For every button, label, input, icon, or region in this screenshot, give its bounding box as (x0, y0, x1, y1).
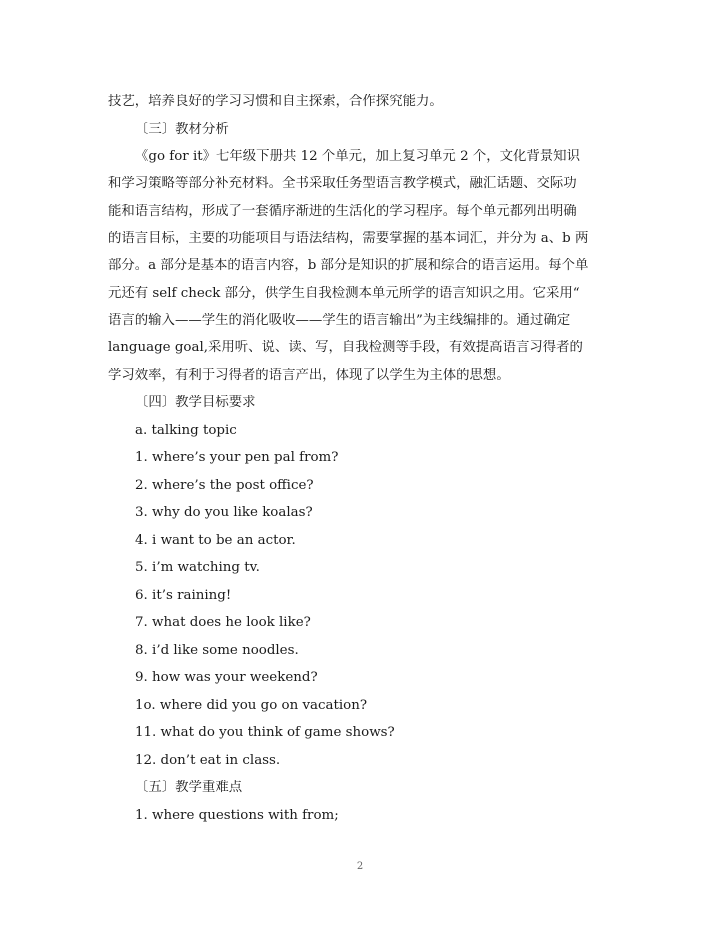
list-item: 1. where questions with from; (135, 808, 339, 823)
paragraph-line: 的语言目标，主要的功能项目与语法结构，需要掌握的基本词汇，并分为 a、b 两 (108, 231, 589, 246)
list-item: 1. where’s your pen pal from? (135, 450, 339, 465)
list-item: 7. what does he look like? (135, 615, 311, 630)
paragraph-line: 元还有 self check 部分，供学生自我检测本单元所学的语言知识之用。它采用“ (108, 286, 580, 301)
list-item: 11. what do you think of game shows? (135, 725, 395, 740)
paragraph-line: 语言的输入——学生的消化吸收——学生的语言输出”为主线编排的。通过确定 (108, 313, 571, 328)
list-heading: a. talking topic (135, 423, 237, 438)
section-heading: 〔四〕教学目标要求 (135, 395, 256, 410)
paragraph-line: 和学习策略等部分补充材料。全书采取任务型语言教学模式，融汇话题、交际功 (108, 176, 577, 191)
paragraph-line: 技艺，培养良好的学习习惯和自主探索，合作探究能力。 (108, 94, 443, 109)
list-item: 5. i’m watching tv. (135, 560, 260, 575)
list-item: 3. why do you like koalas? (135, 505, 313, 520)
list-item: 8. i’d like some noodles. (135, 643, 299, 658)
paragraph-line: language goal,采用听、说、读、写，自我检测等手段，有效提高语言习得者的 (108, 340, 583, 355)
page-number: 2 (356, 861, 364, 872)
paragraph-line: 能和语言结构，形成了一套循序渐进的生活化的学习程序。每个单元都列出明确 (108, 204, 577, 219)
list-item: 4. i want to be an actor. (135, 533, 296, 548)
list-item: 12. don’t eat in class. (135, 753, 281, 768)
section-heading: 〔五〕教学重难点 (135, 780, 243, 795)
section-heading: 〔三〕教材分析 (135, 122, 229, 137)
list-item: 2. where’s the post office? (135, 478, 314, 493)
paragraph-line: 《go for it》七年级下册共 12 个单元，加上复习单元 2 个，文化背景知识 (135, 149, 580, 164)
list-item: 9. how was your weekend? (135, 670, 318, 685)
list-item: 6. it’s raining! (135, 588, 232, 603)
paragraph-line: 学习效率，有利于习得者的语言产出，体现了以学生为主体的思想。 (108, 368, 510, 383)
paragraph-line: 部分。a 部分是基本的语言内容，b 部分是知识的扩展和综合的语言运用。每个单 (108, 258, 589, 273)
list-item: 1o. where did you go on vacation? (135, 698, 368, 713)
